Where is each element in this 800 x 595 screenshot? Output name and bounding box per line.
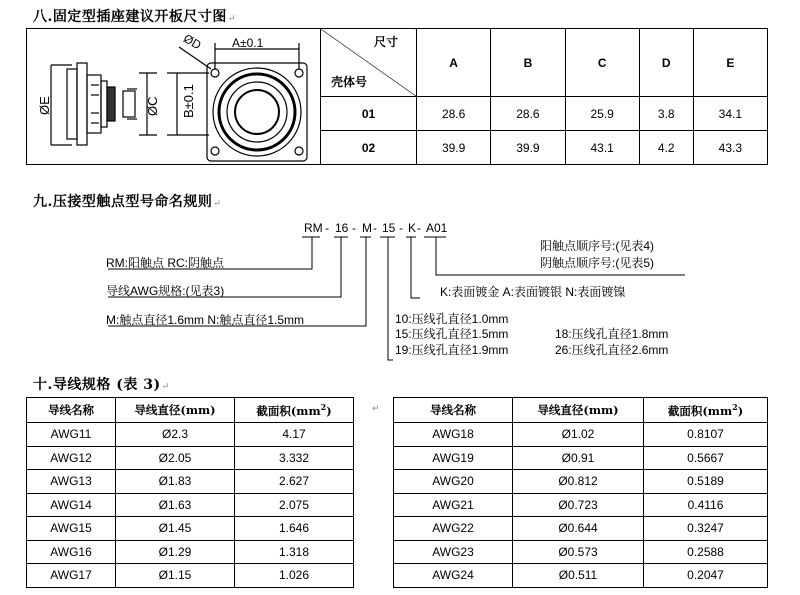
table-row bbox=[27, 540, 354, 564]
wire-diameter-cell: Ø1.15 bbox=[116, 564, 235, 588]
wire-area-cell: 0.4116 bbox=[644, 493, 768, 517]
col-e: E bbox=[693, 29, 767, 97]
wire-name-cell: AWG23 bbox=[394, 540, 513, 564]
plating-label: K:表面镀金 A:表面镀银 N:表面镀镍 bbox=[440, 285, 626, 299]
table-row bbox=[27, 423, 354, 447]
hole-26-label: 26:压线孔直径2.6mm bbox=[555, 343, 669, 357]
wire-name-cell: AWG16 bbox=[27, 540, 116, 564]
hole-19-label: 19:压线孔直径1.9mm bbox=[395, 343, 509, 357]
wire-area-cell: 1.026 bbox=[235, 564, 354, 588]
wire-area-cell: 2.075 bbox=[235, 493, 354, 517]
wire-diameter-cell: Ø1.83 bbox=[116, 470, 235, 494]
table-row bbox=[394, 446, 768, 470]
label-c: ØC bbox=[145, 96, 160, 116]
hole-15-label: 15:压线孔直径1.5mm bbox=[395, 327, 509, 341]
corner-top-label: 尺寸 bbox=[373, 35, 398, 49]
seq-male-label: 阳触点顺序号:(见表4) bbox=[540, 239, 655, 253]
wire-table-header bbox=[394, 398, 768, 423]
wire-area-cell: 2.627 bbox=[235, 470, 354, 494]
table-row bbox=[394, 564, 768, 588]
label-b: B±0.1 bbox=[181, 84, 196, 118]
wire-area-cell: 0.5667 bbox=[644, 446, 768, 470]
wire-diameter-cell: Ø0.812 bbox=[513, 470, 644, 494]
table-cell: 39.9 bbox=[491, 131, 565, 165]
naming-rule-diagram bbox=[90, 212, 700, 367]
wire-diameter-cell: Ø0.511 bbox=[513, 564, 644, 588]
code-k: K bbox=[408, 221, 417, 235]
code-m: M bbox=[362, 221, 372, 235]
label-e: ØE bbox=[37, 96, 52, 115]
wire-area-cell: 3.332 bbox=[235, 446, 354, 470]
section-9-title: 九.压接型触点型号命名规则↵ bbox=[33, 194, 222, 210]
wire-diameter-cell: Ø1.29 bbox=[116, 540, 235, 564]
wire-spec-table-left bbox=[26, 397, 354, 588]
code-a01: A01 bbox=[426, 221, 448, 235]
label-a: A±0.1 bbox=[232, 36, 264, 50]
dimension-table-header bbox=[321, 29, 768, 97]
wire-area-cell: 0.3247 bbox=[644, 517, 768, 541]
table-cell: 28.6 bbox=[491, 97, 565, 131]
wire-diameter-cell: Ø0.91 bbox=[513, 446, 644, 470]
wire-area-cell: 4.17 bbox=[235, 423, 354, 447]
table-row bbox=[27, 470, 354, 494]
wire-name-cell: AWG20 bbox=[394, 470, 513, 494]
wire-name-cell: AWG21 bbox=[394, 493, 513, 517]
header-name: 导线名称 bbox=[27, 398, 116, 423]
wire-diameter-cell: Ø0.644 bbox=[513, 517, 644, 541]
table-row bbox=[394, 540, 768, 564]
code-sep: - bbox=[325, 221, 329, 235]
table-row bbox=[394, 470, 768, 494]
connector-dimension-drawing bbox=[27, 29, 321, 166]
wire-name-cell: AWG19 bbox=[394, 446, 513, 470]
corner-bottom-label: 壳体号 bbox=[331, 75, 368, 89]
table-cell: 43.1 bbox=[565, 131, 639, 165]
table-cell: 34.1 bbox=[693, 97, 767, 131]
wire-table-header bbox=[27, 398, 354, 423]
header-diameter: 导线直径(mm) bbox=[513, 398, 644, 423]
diameter-label: M:触点直径1.6mm N:触点直径1.5mm bbox=[106, 313, 305, 327]
code-sep: - bbox=[417, 221, 421, 235]
col-c: C bbox=[565, 29, 639, 97]
header-diameter: 导线直径(mm) bbox=[116, 398, 235, 423]
code-16: 16 bbox=[335, 221, 349, 235]
label-d: ØD bbox=[181, 31, 204, 53]
table-row bbox=[27, 564, 354, 588]
header-area: 截面积$(mm^2)$ bbox=[235, 398, 354, 423]
wire-area-cell: 0.5189 bbox=[644, 470, 768, 494]
wire-name-cell: AWG24 bbox=[394, 564, 513, 588]
contact-type-label: RM:阳触点 RC:阴触点 bbox=[106, 256, 224, 270]
table-row bbox=[27, 493, 354, 517]
header-area: 截面积$(mm^2)$ bbox=[644, 398, 768, 423]
col-b: B bbox=[491, 29, 565, 97]
col-d: D bbox=[639, 29, 693, 97]
code-rm: RM bbox=[304, 221, 323, 235]
wire-area-cell: 0.2047 bbox=[644, 564, 768, 588]
wire-diameter-cell: Ø0.573 bbox=[513, 540, 644, 564]
paragraph-mark: ↵ bbox=[372, 404, 380, 414]
wire-area-cell: 0.2588 bbox=[644, 540, 768, 564]
hole-18-label: 18:压线孔直径1.8mm bbox=[555, 327, 669, 341]
table-cell: 3.8 bbox=[639, 97, 693, 131]
wire-name-cell: AWG15 bbox=[27, 517, 116, 541]
wire-diameter-cell: Ø1.02 bbox=[513, 423, 644, 447]
table-row bbox=[27, 446, 354, 470]
dimension-table bbox=[320, 28, 768, 165]
table-row bbox=[394, 517, 768, 541]
header-name: 导线名称 bbox=[394, 398, 513, 423]
code-15: 15 bbox=[382, 221, 396, 235]
table-row bbox=[321, 131, 768, 165]
wire-diameter-cell: Ø0.723 bbox=[513, 493, 644, 517]
wire-diameter-cell: Ø1.45 bbox=[116, 517, 235, 541]
hole-10-label: 10:压线孔直径1.0mm bbox=[395, 312, 509, 326]
table-cell: 39.9 bbox=[417, 131, 491, 165]
section-8-title: 八.固定型插座建议开板尺寸图↵ bbox=[33, 9, 236, 25]
table-cell: 28.6 bbox=[417, 97, 491, 131]
wire-name-cell: AWG18 bbox=[394, 423, 513, 447]
seq-female-label: 阴触点顺序号:(见表5) bbox=[540, 256, 655, 270]
table-cell: 43.3 bbox=[693, 131, 767, 165]
awg-label: 导线AWG规格:(见表3) bbox=[106, 284, 225, 298]
wire-spec-table-right bbox=[393, 397, 768, 588]
wire-name-cell: AWG11 bbox=[27, 423, 116, 447]
wire-name-cell: AWG12 bbox=[27, 446, 116, 470]
wire-diameter-cell: Ø1.63 bbox=[116, 493, 235, 517]
wire-name-cell: AWG22 bbox=[394, 517, 513, 541]
wire-name-cell: AWG14 bbox=[27, 493, 116, 517]
wire-diameter-cell: Ø2.3 bbox=[116, 423, 235, 447]
wire-area-cell: 1.318 bbox=[235, 540, 354, 564]
table-cell: 4.2 bbox=[639, 131, 693, 165]
row-label: 02 bbox=[321, 131, 417, 165]
header-corner bbox=[321, 29, 417, 97]
col-a: A bbox=[417, 29, 491, 97]
row-label: 01 bbox=[321, 97, 417, 131]
wire-name-cell: AWG17 bbox=[27, 564, 116, 588]
wire-area-cell: 1.646 bbox=[235, 517, 354, 541]
wire-diameter-cell: Ø2.05 bbox=[116, 446, 235, 470]
connector-drawing bbox=[26, 28, 320, 165]
table-row bbox=[27, 517, 354, 541]
code-sep: - bbox=[373, 221, 377, 235]
table-row bbox=[321, 97, 768, 131]
wire-area-cell: 0.8107 bbox=[644, 423, 768, 447]
section-10-title: 十.导线规格 (表 3)↵ bbox=[33, 377, 170, 393]
code-sep: - bbox=[352, 221, 356, 235]
code-sep: - bbox=[399, 221, 403, 235]
wire-name-cell: AWG13 bbox=[27, 470, 116, 494]
table-row bbox=[394, 423, 768, 447]
table-row bbox=[394, 493, 768, 517]
table-cell: 25.9 bbox=[565, 97, 639, 131]
